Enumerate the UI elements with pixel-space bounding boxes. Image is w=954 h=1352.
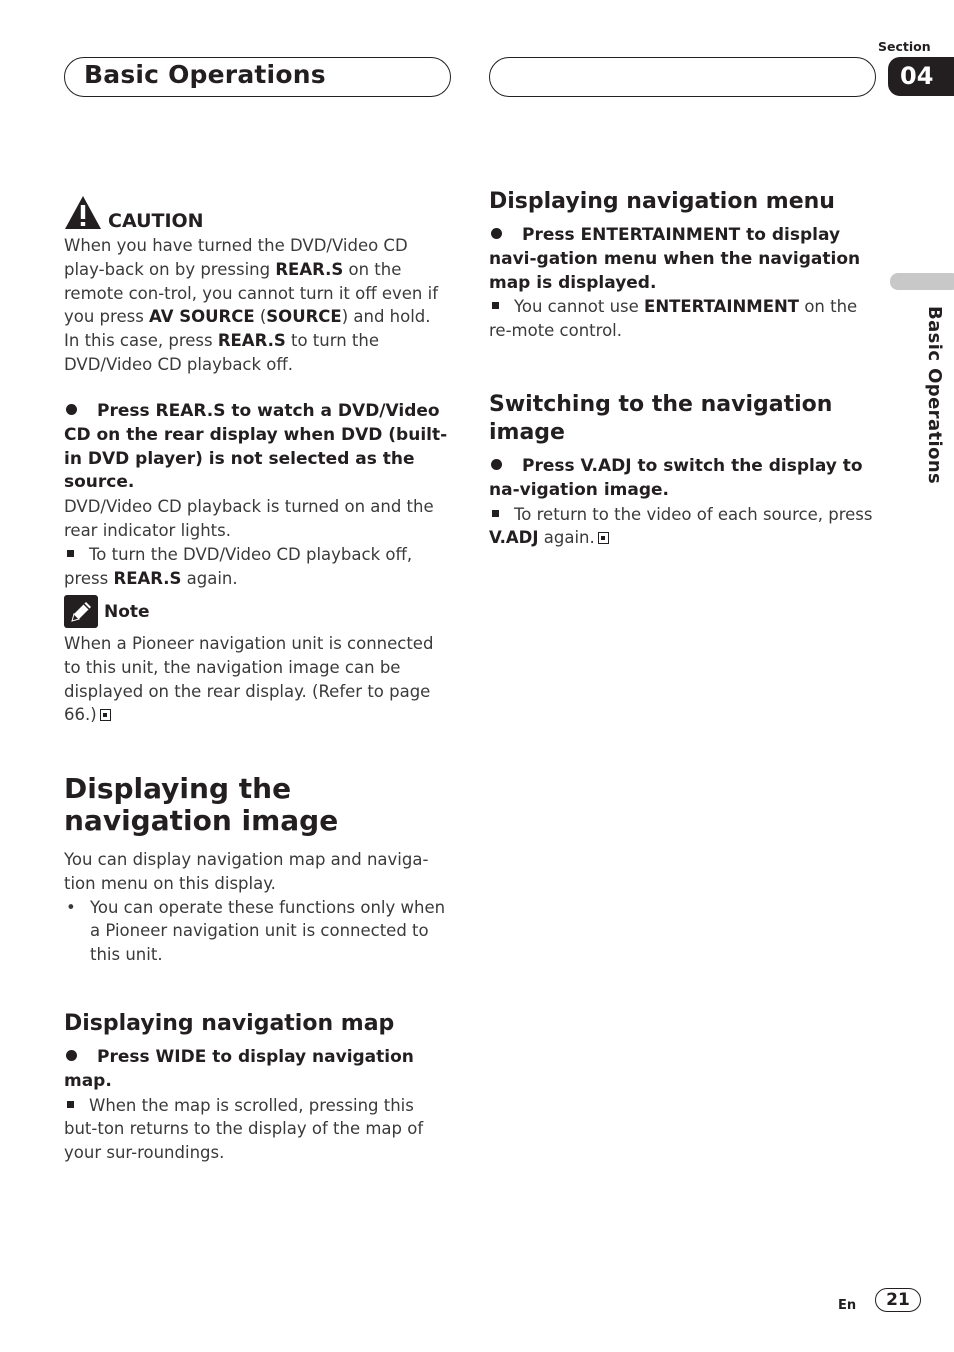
caution-text bbox=[64, 234, 450, 377]
step-bullet-icon bbox=[66, 404, 77, 415]
page-number: 21 bbox=[875, 1288, 921, 1312]
key-av-source: AV SOURCE bbox=[149, 307, 255, 327]
tip-text-end: again. bbox=[181, 568, 238, 588]
requirement-list bbox=[64, 896, 450, 967]
tip-text: To return to the video of each source, press bbox=[514, 504, 873, 524]
end-mark-icon bbox=[100, 709, 111, 721]
caution-text-part: ) and hold. In this case, press bbox=[64, 307, 431, 351]
note-header bbox=[64, 595, 450, 628]
caution-title: CAUTION bbox=[108, 210, 204, 232]
step-tip bbox=[64, 543, 450, 591]
language-code: En bbox=[838, 1298, 857, 1313]
key-rear-s: REAR.S bbox=[113, 568, 182, 588]
key-entertainment: ENTERTAINMENT bbox=[644, 297, 800, 317]
step-bullet-icon bbox=[66, 1050, 77, 1061]
caution-header bbox=[64, 194, 450, 230]
warning-icon bbox=[64, 195, 102, 230]
note-block bbox=[64, 595, 450, 727]
rear-display-step bbox=[64, 400, 450, 590]
caution-text-part: on the remote con-trol, you cannot turn it off even if you press bbox=[64, 259, 439, 327]
caution-text-part: ( bbox=[254, 307, 267, 327]
side-tab-marker bbox=[890, 273, 954, 290]
nav-menu-section bbox=[489, 188, 875, 343]
step-instruction-text: Press V.ADJ to switch the display to na-vigation image. bbox=[489, 456, 863, 500]
tip-text: To turn the DVD/Video CD playback off, press bbox=[64, 544, 413, 588]
tip-text: When the map is scrolled, pressing this but-ton returns to the display of the map of your sur-roundings. bbox=[64, 1095, 424, 1163]
step-instruction-text: Press REAR.S to watch a DVD/Video CD on the rear display when DVD (built-in DVD player) is not selected as the source. bbox=[64, 401, 448, 493]
step-bullet-icon bbox=[491, 459, 502, 470]
caution-text-part: When you have turned the DVD/Video CD play-back on by pressing bbox=[64, 236, 408, 279]
tip-square-icon bbox=[67, 1101, 74, 1108]
caution-text-part: to turn the DVD/Video CD playback off. bbox=[64, 331, 380, 374]
step-tip bbox=[64, 1094, 450, 1165]
step-tip bbox=[489, 295, 875, 343]
list-item: • You can operate these functions only when a Pioneer navigation unit is connected to this unit. bbox=[64, 896, 450, 967]
tip-square-icon bbox=[492, 302, 499, 309]
chapter-title: Basic Operations bbox=[84, 60, 326, 89]
note-title: Note bbox=[104, 601, 150, 622]
step-instruction bbox=[489, 224, 875, 295]
switch-image-section bbox=[489, 391, 875, 550]
key-v-adj: V.ADJ bbox=[489, 528, 539, 548]
subsection-heading: Displaying navigation map bbox=[64, 1011, 395, 1036]
side-tab-label: Basic Operations bbox=[924, 306, 945, 485]
step-bullet-icon bbox=[491, 228, 502, 239]
nav-image-section bbox=[64, 773, 450, 967]
tip-text-end: on the re-mote control. bbox=[489, 297, 858, 341]
subsection-heading: Switching to the navigation image bbox=[489, 392, 833, 445]
header-right-frame bbox=[489, 57, 876, 97]
caution-block bbox=[64, 194, 450, 377]
subsection-heading: Displaying navigation menu bbox=[489, 189, 835, 214]
key-rear-s: REAR.S bbox=[217, 331, 286, 351]
section-heading: Displaying the navigation image bbox=[64, 772, 339, 837]
note-text-body: When a Pioneer navigation unit is connected to this unit, the navigation image can be displayed on the rear display. (Refer to page 66.) bbox=[64, 634, 434, 725]
nav-map-section bbox=[64, 1010, 450, 1165]
section-number-badge: 04 bbox=[888, 57, 954, 96]
note-pencil-icon bbox=[64, 595, 98, 628]
step-instruction bbox=[64, 400, 450, 495]
key-rear-s: REAR.S bbox=[275, 259, 344, 279]
tip-square-icon bbox=[492, 510, 499, 517]
tip-text-end: again. bbox=[538, 528, 595, 548]
step-instruction bbox=[489, 455, 875, 503]
note-text bbox=[64, 632, 450, 727]
step-instruction bbox=[64, 1046, 450, 1094]
step-result: DVD/Video CD playback is turned on and the rear indicator lights. bbox=[64, 497, 434, 540]
end-mark-icon bbox=[598, 532, 609, 544]
tip-square-icon bbox=[67, 550, 74, 557]
step-instruction-text: Press WIDE to display navigation map. bbox=[64, 1047, 414, 1091]
key-source: SOURCE bbox=[266, 307, 342, 327]
section-label: Section bbox=[878, 39, 931, 54]
step-instruction-text: Press ENTERTAINMENT to display navi-gation menu when the navigation map is displayed. bbox=[489, 225, 861, 293]
step-tip bbox=[489, 503, 875, 551]
tip-text: You cannot use bbox=[514, 297, 645, 317]
section-intro: You can display navigation map and naviga-tion menu on this display. bbox=[64, 850, 429, 893]
